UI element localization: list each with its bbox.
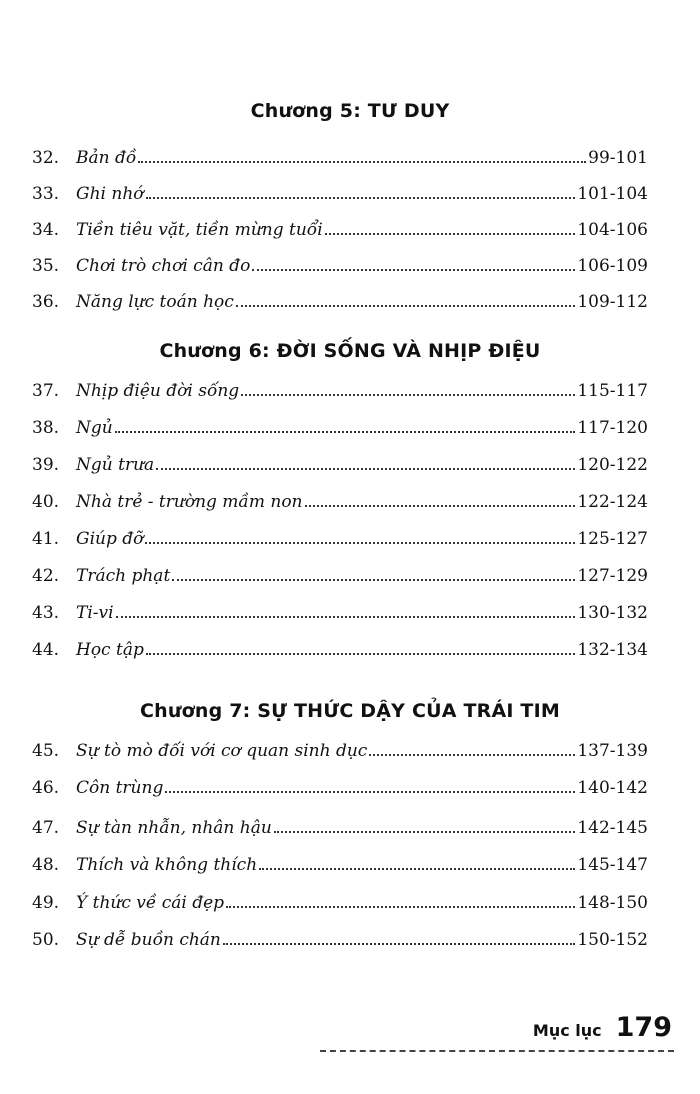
entry-pages: 140-142 — [577, 778, 648, 798]
dot-leader — [241, 394, 575, 396]
entry-number: 48. — [32, 855, 60, 875]
entry-title: Ngủ — [76, 418, 113, 438]
entry-title: Ti-vi — [76, 603, 114, 623]
entry-pages: 145-147 — [577, 855, 648, 875]
entry-title: Chơi trò chơi cân đo — [76, 256, 251, 276]
entry-number: 50. — [32, 930, 60, 950]
toc-entry — [32, 284, 648, 312]
entry-title: Côn trùng — [76, 778, 164, 798]
toc-entry — [32, 140, 648, 168]
toc-entry — [32, 373, 648, 401]
entry-title: Sự dễ buồn chán — [76, 930, 221, 950]
toc-entry — [32, 248, 648, 276]
entry-title: Thích và không thích — [76, 855, 258, 875]
entry-number: 45. — [32, 741, 60, 761]
toc-entry — [32, 810, 648, 838]
entry-number: 40. — [32, 492, 60, 512]
entry-pages: 101-104 — [577, 184, 648, 204]
dot-leader — [369, 754, 575, 756]
dot-leader — [165, 791, 575, 793]
toc-entry — [32, 176, 648, 204]
dot-leader — [145, 542, 575, 544]
entry-title: Nhịp điệu đời sống — [76, 381, 240, 401]
dot-leader — [146, 197, 576, 199]
dot-leader — [236, 305, 576, 307]
entry-title: Tiền tiêu vặt, tiền mừng tuổi — [76, 220, 323, 240]
entry-pages: 99-101 — [588, 148, 648, 168]
entry-number: 34. — [32, 220, 60, 240]
entry-number: 47. — [32, 818, 60, 838]
entry-title: Học tập — [76, 640, 144, 660]
entry-number: 37. — [32, 381, 60, 401]
dot-leader — [259, 868, 575, 870]
toc-entry — [32, 447, 648, 475]
toc-entry — [32, 733, 648, 761]
entry-pages: 130-132 — [577, 603, 648, 623]
toc-entry — [32, 558, 648, 586]
entry-title: Sự tàn nhẫn, nhân hậu — [76, 818, 272, 838]
chapter-7-heading: Chương 7: SỰ THỨC DẬY CỦA TRÁI TIM — [140, 700, 560, 722]
entry-pages: 142-145 — [577, 818, 648, 838]
toc-entry — [32, 922, 648, 950]
dot-leader — [223, 943, 575, 945]
entry-title: Năng lực toán học — [76, 292, 234, 312]
entry-pages: 137-139 — [577, 741, 648, 761]
entry-pages: 125-127 — [577, 529, 648, 549]
entry-pages: 115-117 — [577, 381, 648, 401]
entry-title: Nhà trẻ - trường mầm non — [76, 492, 303, 512]
page-footer — [533, 1012, 672, 1043]
dot-leader — [146, 653, 576, 655]
entry-number: 33. — [32, 184, 60, 204]
entry-pages: 148-150 — [577, 893, 648, 913]
entry-number: 39. — [32, 455, 60, 475]
entry-number: 42. — [32, 566, 60, 586]
dot-leader — [138, 161, 586, 163]
chapter-5-heading: Chương 5: TƯ DUY — [250, 100, 450, 122]
entry-title: Trách phạt — [76, 566, 171, 586]
entry-pages: 132-134 — [577, 640, 648, 660]
entry-number: 35. — [32, 256, 60, 276]
toc-entry — [32, 885, 648, 913]
entry-pages: 109-112 — [577, 292, 648, 312]
entry-number: 43. — [32, 603, 60, 623]
entry-pages: 150-152 — [577, 930, 648, 950]
entry-number: 38. — [32, 418, 60, 438]
dot-leader — [156, 468, 575, 470]
entry-title: Bản đồ — [76, 148, 137, 168]
entry-pages: 122-124 — [577, 492, 648, 512]
entry-title: Giúp đỡ — [76, 529, 144, 549]
footer-dashed-rule — [320, 1050, 674, 1052]
dot-leader — [172, 579, 575, 581]
chapter-6-heading: Chương 6: ĐỜI SỐNG VÀ NHỊP ĐIỆU — [159, 340, 541, 362]
entry-pages: 120-122 — [577, 455, 648, 475]
entry-pages: 127-129 — [577, 566, 648, 586]
entry-number: 32. — [32, 148, 60, 168]
toc-entry — [32, 847, 648, 875]
dot-leader — [226, 906, 575, 908]
dot-leader — [274, 831, 576, 833]
footer-section-label: Mục lục — [532, 1021, 602, 1040]
dot-leader — [115, 431, 576, 433]
entry-number: 44. — [32, 640, 60, 660]
entry-pages: 117-120 — [577, 418, 648, 438]
toc-entry — [32, 212, 648, 240]
entry-title: Ghi nhớ — [76, 184, 144, 204]
dot-leader — [116, 616, 576, 618]
dot-leader — [305, 505, 576, 507]
toc-entry — [32, 770, 648, 798]
toc-entry — [32, 410, 648, 438]
entry-number: 36. — [32, 292, 60, 312]
entry-title: Sự tò mò đối với cơ quan sinh dục — [76, 741, 368, 761]
entry-pages: 104-106 — [577, 220, 648, 240]
dot-leader — [252, 269, 575, 271]
toc-entry — [32, 521, 648, 549]
toc-entry — [32, 632, 648, 660]
toc-entry — [32, 484, 648, 512]
entry-number: 46. — [32, 778, 60, 798]
page-number: 179 — [615, 1012, 672, 1043]
entry-title: Ý thức về cái đẹp — [76, 893, 225, 913]
entry-pages: 106-109 — [577, 256, 648, 276]
dot-leader — [325, 233, 576, 235]
toc-entry — [32, 595, 648, 623]
entry-number: 41. — [32, 529, 60, 549]
entry-title: Ngủ trưa — [76, 455, 155, 475]
entry-number: 49. — [32, 893, 60, 913]
